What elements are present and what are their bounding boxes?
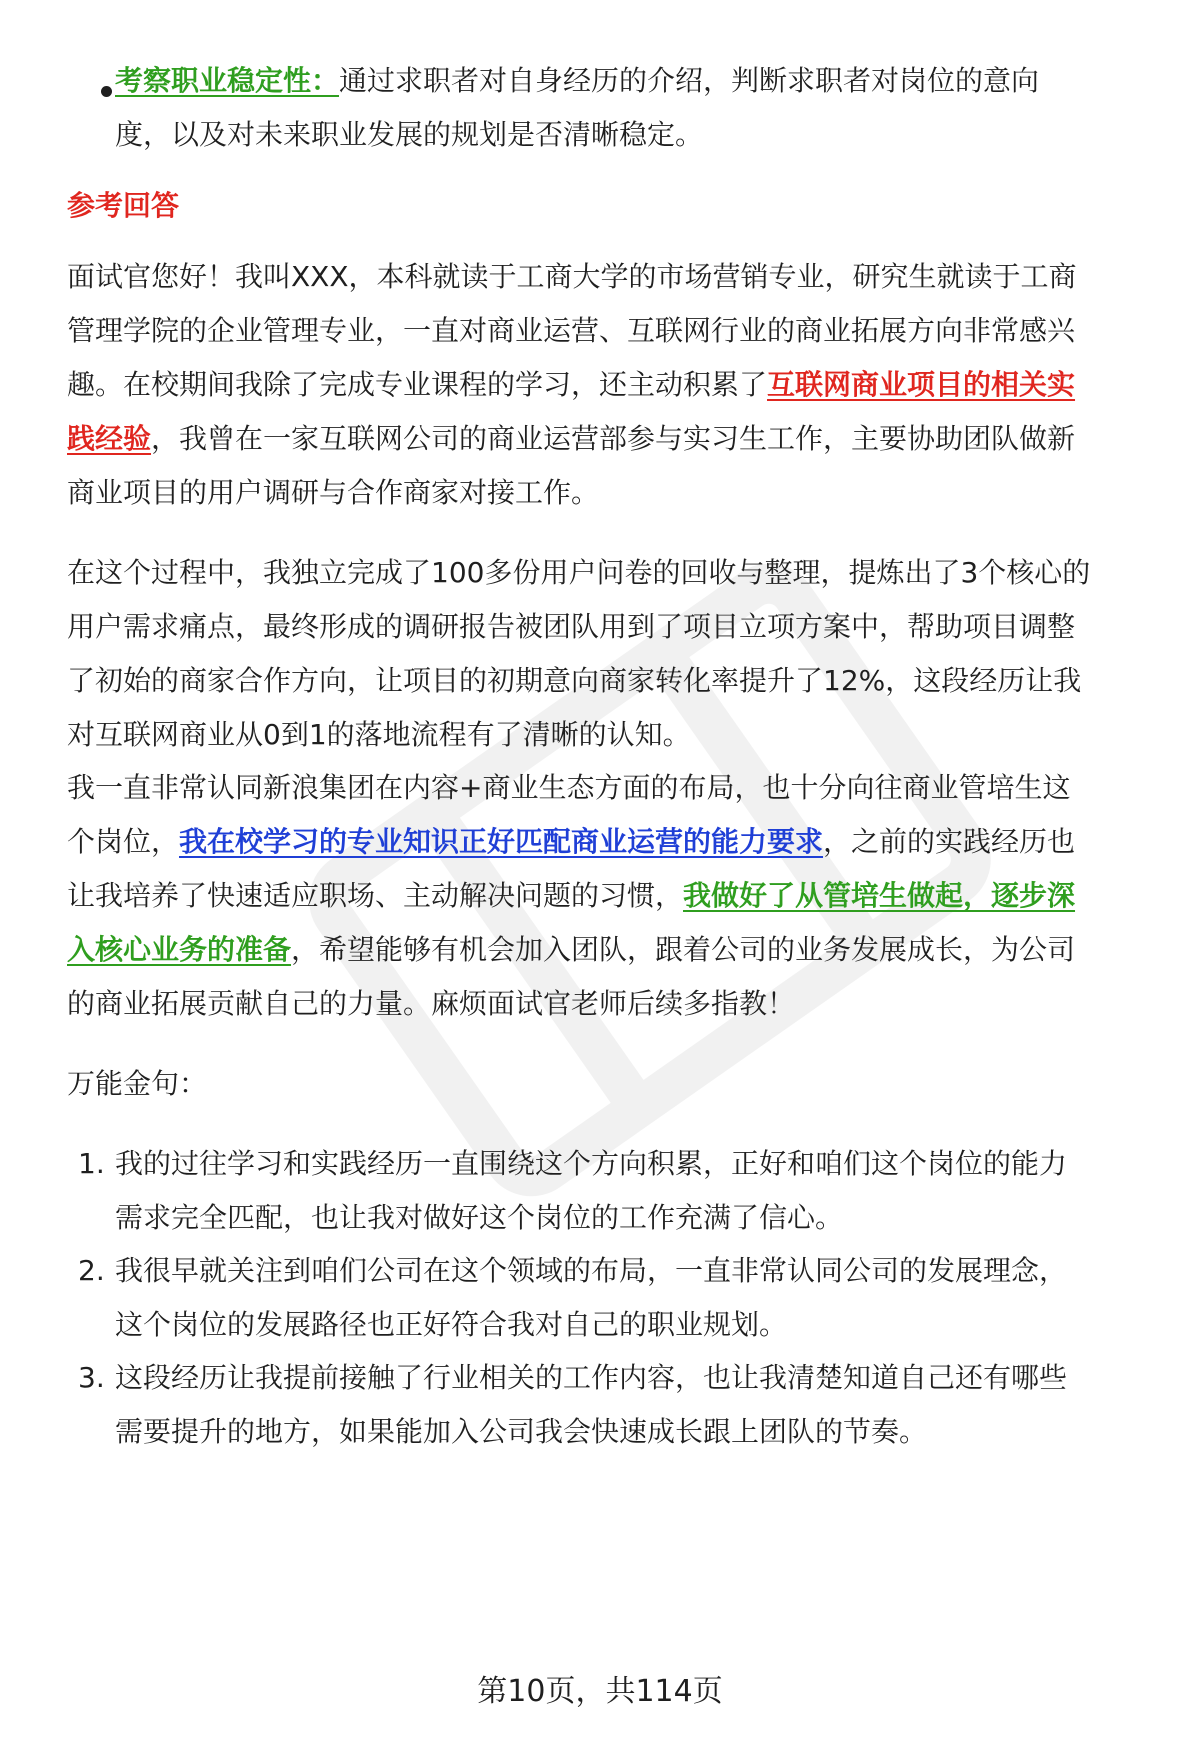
bullet-line-1: 考察职业稳定性：通过求职者对自身经历的介绍，判断求职者对岗位的意向: [115, 64, 1040, 97]
highlight-red-cont: 践经验: [67, 422, 152, 455]
para3-line-3: 让我培养了快速适应职场、主动解决问题的习惯，我做好了从管培生做起，逐步深: [67, 879, 1076, 912]
golden-2-line-1: 我很早就关注到咱们公司在这个领域的布局，一直非常认同公司的发展理念，: [115, 1254, 1068, 1287]
highlight-red: 互联网商业项目的相关实: [767, 368, 1076, 401]
bullet-line-2: 度，以及对未来职业发展的规划是否清晰稳定。: [115, 118, 704, 151]
highlight-blue: 我在校学习的专业知识正好匹配商业运营的能力要求: [179, 825, 824, 858]
para3-line-5: 的商业拓展贡献自己的力量。麻烦面试官老师后续多指教！: [67, 987, 796, 1020]
para3-line-2: 个岗位，我在校学习的专业知识正好匹配商业运营的能力要求，之前的实践经历也: [67, 825, 1076, 858]
golden-1-line-1: 我的过往学习和实践经历一直围绕这个方向积累，正好和咱们这个岗位的能力: [115, 1147, 1068, 1180]
stability-label: 考察职业稳定性：: [115, 64, 340, 97]
para1-line-4: 践经验，我曾在一家互联网公司的商业运营部参与实习生工作，主要协助团队做新: [67, 422, 1076, 455]
highlight-green: 我做好了从管培生做起，逐步深: [683, 879, 1076, 912]
golden-num-2: 2.: [78, 1254, 105, 1287]
para3-line-1: 我一直非常认同新浪集团在内容+商业生态方面的布局，也十分向往商业管培生这: [67, 771, 1071, 804]
para2-line-2: 用户需求痛点，最终形成的调研报告被团队用到了项目立项方案中，帮助项目调整: [67, 610, 1076, 643]
golden-2-line-2: 这个岗位的发展路径也正好符合我对自己的职业规划。: [115, 1308, 788, 1341]
para3-line-4: 入核心业务的准备，希望能够有机会加入团队，跟着公司的业务发展成长，为公司: [67, 933, 1076, 966]
golden-3-line-2: 需要提升的地方，如果能加入公司我会快速成长跟上团队的节奏。: [115, 1415, 928, 1448]
highlight-green-cont: 入核心业务的准备: [67, 933, 292, 966]
para1-line-3: 趣。在校期间我除了完成专业课程的学习，还主动积累了互联网商业项目的相关实: [67, 368, 1076, 401]
para2-line-1: 在这个过程中，我独立完成了100多份用户问卷的回收与整理，提炼出了3个核心的: [67, 556, 1091, 589]
para1-line-2: 管理学院的企业管理专业，一直对商业运营、互联网行业的商业拓展方向非常感兴: [67, 314, 1076, 347]
para1-line-5: 商业项目的用户调研与合作商家对接工作。: [67, 476, 600, 509]
answer-heading: 参考回答: [67, 189, 180, 222]
golden-num-1: 1.: [78, 1147, 105, 1180]
golden-1-line-2: 需求完全匹配，也让我对做好这个岗位的工作充满了信心。: [115, 1201, 844, 1234]
para2-line-3: 了初始的商家合作方向，让项目的初期意向商家转化率提升了12%，这段经历让我: [67, 664, 1082, 697]
page-footer: 第10页，共114页: [477, 1674, 723, 1709]
para2-line-4: 对互联网商业从0到1的落地流程有了清晰的认知。: [67, 718, 691, 751]
bullet-dot: [101, 86, 112, 97]
golden-3-line-1: 这段经历让我提前接触了行业相关的工作内容，也让我清楚知道自己还有哪些: [115, 1361, 1068, 1394]
golden-label: 万能金句：: [67, 1067, 208, 1100]
para1-line-1: 面试官您好！我叫XXX，本科就读于工商大学的市场营销专业，研究生就读于工商: [67, 260, 1077, 293]
golden-num-3: 3.: [78, 1361, 105, 1394]
